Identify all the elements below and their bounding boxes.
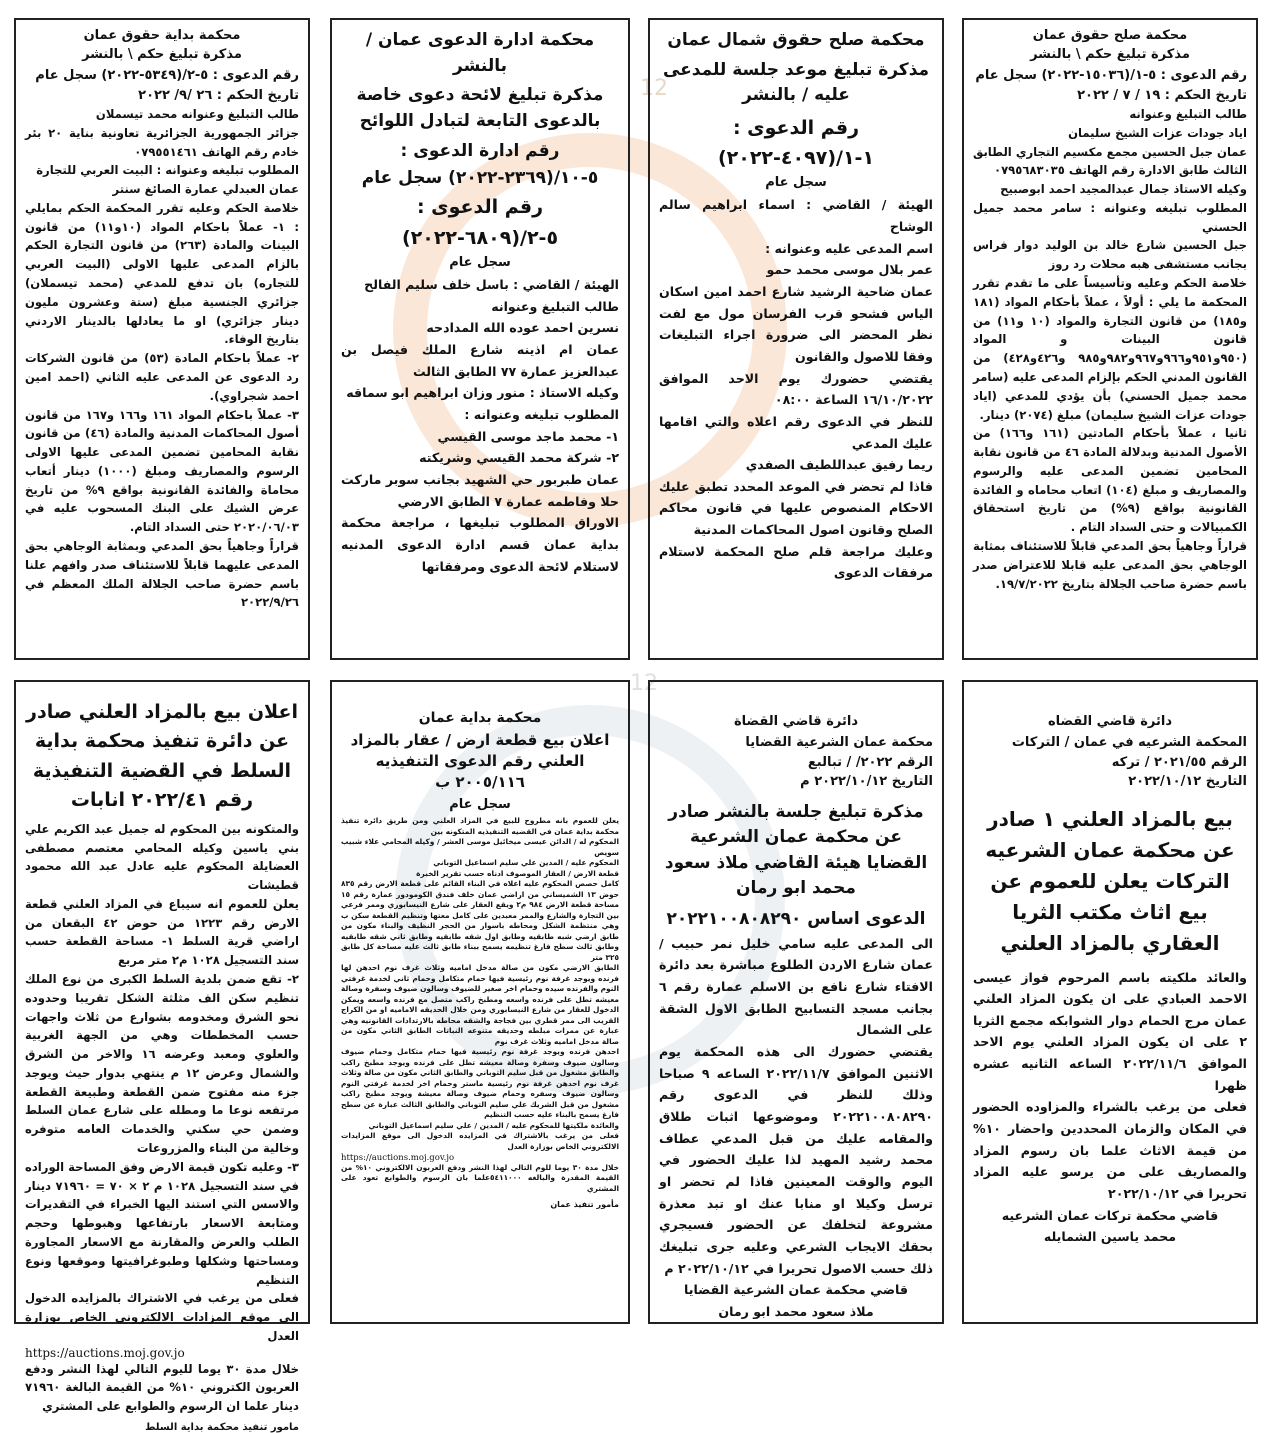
paragraph: ٢- تقع ضمن بلدية السلط الكبرى من نوع الملك تنظيم سكن الف مثلثة الشكل تقريبا وحدوده نحو الشرق ومخدومه بشوارع من ثلاث واجهات حسب المخططات وهي من الجهة الغربية والعلوي ومعبد وعرضه ١٦ والاخر من الشرق والشمال وعرض ١٢ م ينتهي بدوار حيث ويوجد جزء منه مفتوح ضمن القطعة وطبيعة القطعة مرتفعه نوعا ما ومطله على شارع عمان السلط وضمن حي سكني والخدمات العامه متوفره وخالية من البناء والمزروعات — [25, 972, 299, 1156]
reference-number: الرقم ٢٠٢١/٥٥ / تركه — [1111, 754, 1247, 770]
paragraph: احدهن فرنده ويوجد غرفة نوم رئيسية فيها حمام متكامل وحمام ضيوف وسالون ضيوف وسفرة وصالة معيشه تطل على فرنده ويوجد مطبخ راكب والطابق مشغول من قبل سليم التوباني والطابق الثاني مكون من صالة وثلاث غرف نوم احدهن غرفة نوم رئيسية ماستر وحمام اخر لخدمة غرفتي النوم وسالون ضيوف وسفره وحمام ضيوف وصالة معيشة ويوجد مطبخ راكب مشغول من قبل الشريك علي سليم التوباني والطابق الثالث عبارة عن سطح فارغ يسمح بالبناء عليه حسب التنظيم — [341, 1047, 619, 1120]
paragraph: المحكوم عليه / المدين علي سليم اسماعيل التوباني — [433, 858, 619, 868]
paragraph: والعائد ملكيته باسم المرحوم فواز عيسى الاحمد العبادي على ان يكون المزاد العلني عمان مرج الحمام دوار الشوابكه مجمع الثريا ٢ على ان يكون المزاد العلني يوم الاحد الموافق ٢٠٢٢/١١/٦ الساعه الثانيه عشره ظهرا — [973, 969, 1247, 1093]
paragraph: وكيله الاستاذ : منور وزان ابراهيم ابو سماقه — [346, 385, 619, 401]
court-name: محكمة صلح حقوق عمان — [1032, 28, 1188, 43]
notice-title: مذكرة تبليغ حكم \ بالنشر — [1030, 47, 1190, 62]
office-name: دائرة قاضي القضاه — [1048, 714, 1172, 729]
paragraph: كامل حصص المحكوم عليه اعلاه في البناء القائم على قطعة الارض رقم ٨٣٥ حوض ١٣ الشميساني من اراضي عمان خلف فندق الكومودور عمارة رقم ١٥ مساحة قطعة الارض ٩٨٤ م٢ ويقع العقار على شارع النيسابوري وممر فرعي بين التجارة والشارع والممر معبدين على كامل معتها وتنظيم القطعة سكن ب وهي منتظمة الشكل ومحاطه باسوار من الحجر النظيف والبناء مكون من طابق ارضي شبه طابقيه وطابق اول شقه طابقيه وطابق ثاني شقه طابقيه وطابق ثالث سطح فارغ تنظيمه يسمح ببناء طابق ثالث عليه مساحة كل طابق ٣٢٥ متر — [341, 879, 619, 962]
signature: مامور تنفيذ محكمة بداية السلط — [145, 1421, 299, 1433]
notice-title: بيع بالمزاد العلني ١ صادر عن محكمة عمان الشرعيه التركات يعلن للعموم عن بيع اثاث مكتب الثريا العقاري بالمزاد العلني — [985, 806, 1235, 955]
paragraph: الطابق الارضي مكون من صالة مدخل اماميه وثلاث غرف نوم احدهن لها فرنده ويوجد غرفة نوم رئيسية فيها حمام متكامل وحمام ثاني لخدمة غرفتي النوم والفرنده سيده وحمام اخر صغير للضيوف وسالون ضيوف وسفرة وصالة معيشه تطل على فرنده واسعه ومطبخ راكب متصل مع فرنده واسعه ويمكن الدخول للعقار من شارع النيسابوري ومن خلال الحديقه الاماميه او من الكراج القريب الى ممر قطري بين فجاجة والشقه محاطه بالارتدادات القانونيه وهي عبارة عن ممرات مبلطه وحديقه متنوعه النباتات الطابق الثاني مكون من صالة مدخل اماميه وثلاث غرف نوم — [341, 963, 619, 1046]
paragraph: والعائدة ملكيتها للمحكوم عليه / المدين / علي سليم اسماعيل التوباني — [368, 1120, 619, 1130]
paragraph: ٣- وعليه تكون قيمة الارض وفق المساحة الوراده في سند التسجيل ١٠٢٨ م ٢ × ٧٠ = ٧١٩٦٠ دينار والاسس التي استند اليها الخبراء في التقديرات ومتابعة الاسعار بارتفاعها وهبوطها وحجم الطلب والعرض والمقارنة مع الاسعار المجاورة ومساحتها وشكلها وطبوغرافيتها وموقعها ونوع التنظيم — [25, 1159, 299, 1287]
paragraph: جزائر الجمهورية الجزائرية تعاونية بناية ٢٠ بئر خادم رقم الهاتف ٠٧٩٥٥١٤٦١ — [25, 125, 299, 159]
case-register: سجل عام — [449, 255, 511, 271]
paragraph: جبل الحسين شارع خالد بن الوليد دوار فراس بجانب مستشفى هبه محلات رد روز — [973, 238, 1247, 272]
case-number: رقم الدعوى : ٥-١/(١٥٠٣٦-٢٠٢٢) سجل عام — [975, 68, 1247, 83]
paragraph: فاذا لم تحضر في الموعد المحدد تطبق عليك الاحكام المنصوص عليها في قانون محاكم الصلح وقانون اصول المحاكمات المدنية — [659, 478, 933, 538]
signature-name: محمد ياسين الشمايله — [1043, 1229, 1177, 1245]
notice-title: اعلان بيع بالمزاد العلني صادر عن دائرة تنفيذ محكمة بداية السلط في القضية التنفيذية رقم ٢٠٢٢/٤١ انابات — [26, 701, 298, 812]
auction-site-link[interactable]: https://auctions.moj.gov.jo — [341, 1152, 455, 1163]
office-name: دائرة قاضي القضاة — [734, 714, 858, 729]
court-name: محكمة بداية حقوق عمان — [83, 28, 241, 43]
case-number: رقم الدعوى : ١-١/(٤٠٩٧-٢٠٢٢) — [717, 116, 875, 169]
paragraph: ٢- شركة محمد القيسي وشريكته — [419, 450, 619, 466]
paragraph: طالب التبليغ وعنوانه — [491, 298, 619, 314]
notice-land-auction-salt — [14, 680, 310, 1433]
paragraph: قراراً وجاهياً بحق المدعي وبمثابة الوجاهي بحق المدعى عليهما قابلاً للاستئناف صدر وافهم علنا باسم حضرة صاحب الجلالة الملك المعظم في ٢٠٢٢/٩/٢٦ — [25, 538, 299, 610]
paragraph: للنظر في الدعوى رقم اعلاه والتي اقامها عليك المدعي — [659, 413, 933, 451]
paragraph: خلاصة الحكم وعليه وتأسيساً على ما تقدم تقرر المحكمة ما يلي : أولاً ، عملاً بأحكام المواد (١٨١ و١٨٥) من قانون التجارة والمواد (١٠ و١١) من قانون البينات و المواد (٩٥٠و٩٥١و٩٦٦و٩٦٧و٩٨٢و٩٨٥ و٤٢٦و٤٢٨) من القانون المدني الحكم بإلزام المدعى عليه (سامر محمد جميل الحسني) بأن يؤدي للمدعي (اياد جودات عزات الشيخ سليمان) مبلغ (٢٠٧٤) دينار. — [973, 276, 1248, 422]
paragraph: ريما رفيق عبداللطيف الصفدي — [745, 457, 933, 473]
notice-title: مذكرة تبليغ موعد جلسة للمدعى عليه / بالنشر — [662, 59, 930, 105]
paragraph: خلال مدة ٣٠ يوما لليوم التالي لهذا النشر ودفع العربون الكتروني ١٠% من القيمة البالغة ٧١٩٦٠ دينار علما ان الرسوم والطوابع على المشتري — [25, 1361, 299, 1414]
notice-first-instance-judgment — [14, 18, 310, 660]
paragraph: اسم المدعى عليه وعنوانه : — [765, 240, 933, 256]
paragraph: قطعة الارض / العقار الموصوف ادناه حسب تقرير الخبرة — [416, 868, 619, 878]
paragraph: فعلى من يرغب بالاشتراك في المزايده الدخول الى موقع المزايدات الالكتروني الخاص بوزارة العدل — [341, 1131, 619, 1151]
paragraph: الهيئة / القاضي : اسماء ابراهيم سالم الوشاح — [659, 197, 933, 234]
case-number: رقم الدعوى : ٥-٢/(٦٨٠٩-٢٠٢٢) — [401, 196, 559, 249]
paragraph: ٣- عملاً باحكام المواد ١٦١ و١٦٦ و١٦٧ من قانون أصول المحاكمات المدنية والمادة (٤٦) من قانون نقابة المحامين تضمين المدعى عليها الاولى الرسوم والمصاريف ومبلغ (١٠٠٠) دينار أتعاب محاماة والفائدة القانونية بواقع ٩% من تاريخ عرض الشيك على البنك المسحوب عليه في ٢٠٢٠/٠٦/٠٣ حتى السداد التام. — [25, 407, 300, 535]
paragraph: الى المدعى عليه سامي خليل نمر حبيب / عمان شارع الاردن الطلوع مباشرة بعد دائرة الافتاء شارع نافع بن الاسلم عمارة رقم ٦ بجانب مسجد التسابيح الطابق الاول الشقة على الشمال — [659, 935, 933, 1038]
notice-title: مذكرة تبليغ حكم \ بالنشر — [82, 47, 242, 62]
notice-amman-magistrate-judgment — [962, 18, 1258, 660]
case-number: رقم الدعوى : ٥-٢/(٥٣٤٩-٢٠٢٢) سجل عام — [35, 68, 299, 83]
notice-date: التاريخ ٢٠٢٢/١٠/١٢ — [1128, 774, 1247, 789]
paragraph: عمان طبربور حي الشهيد بجانب سوبر ماركت حلا وفاطمه عمارة ٧ الطابق الارضي — [341, 472, 619, 509]
paragraph: عمان ضاحية الرشيد شارع احمد امين اسكان الياس فشحو قرب الفرسان مول مع لفت نظر المحضر الى ضرورة اجراء التبليغات وفقا للاصول والقانون — [659, 283, 933, 364]
paragraph: يعلن للعموم بانه مطروح للبيع في المزاد العلني ومن طريق دائرة تنفيذ محكمة بداية عمان في القضيه التنفيذيه المتكونه بين — [341, 816, 619, 836]
notice-land-auction-amman — [330, 680, 630, 1324]
paragraph: خلاصة الحكم وعليه تقرر المحكمة الحكم بمايلي : ١- عملاً باحكام المواد (١٠و١١) من قانون البينات والمادة (٢٦٣) من قانون التجارة الحكم بالزام المدعى عليها الاولى (البيت العربي للتجاره) بان تدفع للمدعي (محمد تيسملان) جزائري الجنسية مبلغ (ستة وعشرون مليون دينار جزائري) او ما يعادلها بالدينار الاردني بتاريخ الوفاء. — [25, 200, 299, 347]
notice-estates-auction — [962, 680, 1258, 1324]
signature-title: قاضي محكمة تركات عمان الشرعيه — [1001, 1207, 1219, 1223]
paragraph: يقتضي حضورك الى هذه المحكمة يوم الاثنين الموافق ٢٠٢٢/١١/٧ الساعه ٩ صباحا وذلك للنظر في الدعوى رقم ٢٠٢٢١٠٠٨٠٨٢٩٠ وموضوعها اثبات طلاق والمقامه عليك من قبل المدعي عطاف محمد رشيد المهيد لذا عليك الحضور في اليوم والوقت المعينين فاذا لم تحضر او ترسل وكيلا او منابا عنك او تبد معذرة مشروعة لتخلفك عن الحضور فسيجري بحقك الايجاب الشرعي وعليه جرى تبليغك ذلك حسب الاصول تحريرا في ٢٠٢٢/١٠/١٢ م — [659, 1043, 933, 1276]
paragraph: ٢- عملاً باحكام المادة (٥٣) من قانون الشركات رد الدعوى عن المدعى عليه الثاني (احمد امين احمد شجراوي). — [25, 351, 299, 403]
paragraph: نسرين احمد عوده الله المدادحه — [426, 320, 619, 336]
notice-title: اعلان بيع قطعة ارض / عقار بالمزاد العلني رقم الدعوى التنفيذيه ٢٠٠٥/١١٦ ب — [350, 731, 610, 791]
paragraph: المحكوم له / الدائن عيسى ميخائيل موسى العشر / وكيله المحامي علاء شبيب سويص — [341, 837, 619, 857]
ruling-date: تاريخ الحكم : ١٩ / ٧ / ٢٠٢٢ — [1077, 87, 1247, 103]
notice-title: مذكرة تبليغ لائحة دعوى خاصة بالدعوى التابعة لتبادل اللوائح — [356, 85, 604, 131]
paragraph: عمان العبدلي عمارة الصائغ سنتر — [112, 182, 299, 197]
paragraph: عمر بلال موسى محمد حمو — [766, 262, 933, 278]
paragraph: والمتكونه بين المحكوم له جميل عبد الكريم علي بني ياسين وكيله المحامي معتصم مصطفى العضايلة المحكوم عليه عادل عبد الله محمود قطيشات — [25, 821, 299, 893]
paragraph: وكيله الاستاذ جمال عبدالمجيد احمد ابوصبيح — [1000, 182, 1247, 197]
case-register: سجل عام — [449, 797, 511, 812]
case-management-number: رقم ادارة الدعوى : ٥-١٠/(٢٣٦٩-٢٠٢٢) سجل عام — [361, 141, 599, 189]
paragraph: طالب التبليغ وعنوانه محمد تيسملان — [95, 107, 299, 121]
signature-name: ملاذ سعود محمد ابو رمان — [718, 1303, 874, 1319]
paragraph: ١- محمد ماجد موسى القيسي — [437, 428, 619, 444]
notice-case-management — [330, 18, 630, 660]
notice-sharia-hearing — [648, 680, 944, 1324]
auction-site-link[interactable]: https://auctions.moj.gov.jo — [25, 1345, 185, 1360]
ruling-date: تاريخ الحكم : ٢٦ /٩/ ٢٠٢٢ — [138, 87, 299, 103]
paragraph: ثانيا ، عملاً بأحكام المادتين (١٦١ و١٦٦) من الأصول المدنية وبدلالة المادة ٤٦ من قانون نقابة المحامين تضمين المدعى عليه والرسوم والمصاريف و مبلغ (١٠٤) اتعاب محاماه و الفائدة القانونية بواقع (٩%) من تاريخ استحقاق الكمبيالات و حتى السداد التام . — [973, 426, 1247, 535]
reference-number: الرقم ٢٠٢٢/ / تبالبع — [807, 754, 933, 770]
paragraph: المطلوب تبليغه وعنوانه : سامر محمد جميل الحسني — [973, 200, 1247, 234]
paragraph: المطلوب تبليغه وعنوانه : البيت العربي للتجارة — [36, 163, 299, 178]
paragraph: فعلى من يرغب بالشراء والمزاوده الحضور في المكان والزمان المحددين واحضار ١٠% من قيمة الاثاث علما بان رسوم المزاد والمصاريف على من يرسو عليه المزاد تحريرا في ٢٠٢٢/١٠/١٢ — [973, 1099, 1247, 1202]
paragraph: الاوراق المطلوب تبليغها ، مراجعة محكمة بداية عمان قسم ادارة الدعوى المدنيه لاستلام لائحة الدعوى ومرفقاتها — [341, 515, 619, 574]
paragraph: يقتضي حضورك يوم الاحد الموافق ١٦/١٠/٢٠٢٢ الساعة ٠٨:٠٠ — [659, 370, 933, 408]
paragraph: يعلن للعموم انه سيباع في المزاد العلني قطعة الارض رقم ١٢٢٣ من حوض ٤٢ البقعان من اراضي قرية السلط ١- مساحة القطعة حسب سند التسجيل ١٠٢٨ م٢ متر مربع — [25, 896, 299, 968]
court-name: محكمة صلح حقوق شمال عمان — [667, 30, 925, 50]
notice-north-amman-hearing — [648, 18, 944, 660]
paragraph: خلال مدة ٣٠ يوما للوم التالي لهذا النشر ودفع العربون الالكتروني ١٠% من القيمة المقدرة والبالغه ٥٤١١٠٠٠علما بان الرسوم والطوابع تعود على المشتري — [341, 1162, 619, 1193]
court-name: المحكمة الشرعيه في عمان / التركات — [1011, 735, 1247, 750]
paragraph: وعليك مراجعة قلم صلح المحكمة لاستلام مرفقات الدعوى — [659, 543, 933, 581]
paragraph: عمان ام اذينه شارع الملك فيصل بن عبدالعزيز عمارة ٧٧ الطابق الثالث — [341, 342, 619, 379]
case-register: سجل عام — [765, 175, 827, 191]
paragraph: فعلى من يرغب في الاشتراك بالمزايده الدخول الى موقع المزادات الالكتروني الخاص بوزارة العدل — [25, 1291, 299, 1343]
court-name: محكمة بداية عمان — [418, 710, 542, 726]
paragraph: المطلوب تبليغه وعنوانه : — [464, 407, 619, 423]
svg-text:12: 12 — [640, 76, 668, 101]
paragraph: اياد جودات عزات الشيخ سليمان — [1068, 125, 1247, 140]
svg-text:12: 12 — [630, 671, 658, 696]
notice-title: مذكرة تبليغ جلسة بالنشر صادر عن محكمة عمان الشرعية القضايا هيئة القاضي ملاذ سعود محمد ابو رمان — [664, 801, 928, 898]
paragraph: عمان جبل الحسين مجمع مكسيم التجاري الطابق الثالث طابق الادارة رقم الهاتف ٠٧٩٥٦٨٣٠٣٥ — [973, 144, 1247, 178]
notice-date: التاريخ ٢٠٢٢/١٠/١٢ م — [800, 774, 933, 789]
court-name: محكمة عمان الشرعية القضايا — [745, 735, 933, 750]
paragraph: قراراً وجاهياً بحق المدعي قابلاً للاستئناف بمثابة الوجاهي بحق المدعى عليه قابلا للاعتراض صدر باسم حضرة صاحب الجلالة بتاريخ ١٩/٧/٢٠٢٢. — [973, 538, 1247, 591]
court-name: محكمة ادارة الدعوى عمان /بالنشر — [365, 30, 595, 76]
paragraph: طالب التبليغ وعنوانه — [1129, 107, 1247, 121]
signature-title: قاضي محكمة عمان الشرعية القضايا — [683, 1282, 908, 1298]
signature: مأمور تنفيذ عمان — [550, 1200, 619, 1210]
case-number: الدعوى اساس ٢٠٢٢١٠٠٨٠٨٢٩٠ — [666, 908, 926, 929]
paragraph: الهيئة / القاضي : باسل خلف سليم الفالح — [364, 277, 619, 293]
